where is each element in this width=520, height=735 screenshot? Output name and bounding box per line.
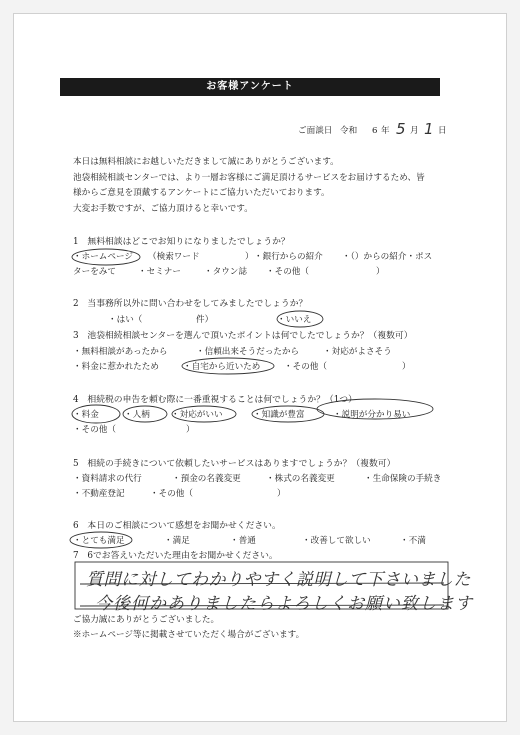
q2-option-yes-count: 件）	[196, 315, 214, 325]
q6-option-satisfied: ・満足	[164, 536, 190, 546]
q4-option-knowledge: ・知識が豊富	[253, 410, 305, 420]
q1-option-search-word-close: ）	[245, 252, 254, 262]
q1-option-homepage: ・ホームページ	[73, 252, 133, 262]
q6-question: 6 本日のご相談について感想をお聞かせください。	[73, 521, 281, 531]
q3-option-near-home: ・自宅から近いため	[183, 362, 261, 372]
survey-title: お客様アンケート	[60, 78, 440, 96]
q5-option-deposit-transfer: ・預金の名義変更	[172, 474, 241, 484]
q5-option-stock-transfer: ・株式の名義変更	[266, 474, 335, 484]
q4-question: 4 相続税の申告を頼む際に一番重視することは何でしょうか？（1つ）	[73, 395, 357, 405]
q4-option-other: ・その他（	[73, 425, 116, 435]
q1-option-town-magazine: ・タウン誌	[204, 267, 247, 277]
answer-underline-2	[80, 605, 444, 606]
q2-option-yes: ・はい（	[108, 315, 143, 325]
date-year: 6	[372, 126, 378, 136]
q5-option-other-close: ）	[277, 489, 286, 499]
q4-option-price: ・料金	[73, 410, 99, 420]
q2-question: 2 当事務所以外に問い合わせをしてみましたでしょうか？	[73, 299, 308, 309]
q3-option-other-close: ）	[402, 362, 411, 372]
q5-option-life-insurance: ・生命保険の手続き	[364, 474, 442, 484]
q5-question: 5 相続の手続きについて依頼したいサービスはありますでしょうか？（複数可）	[73, 459, 396, 469]
q7-answer-line-2: 今後何かありましたらよろしくお願い致します	[95, 594, 473, 614]
q3-option-good-response: ・対応がよさそう	[323, 347, 392, 357]
date-month: 5	[396, 120, 406, 138]
q5-option-real-estate: ・不動産登記	[73, 489, 125, 499]
q5-option-document-request: ・資料請求の代行	[73, 474, 142, 484]
q6-option-very-satisfied: ・とても満足	[73, 536, 125, 546]
date-day-unit: 日	[438, 126, 447, 136]
q3-option-price: ・料金に惹かれたため	[73, 362, 159, 372]
q7-question: 7 6でお答えいただいた理由をお聞かせください。	[73, 551, 278, 561]
q1-option-bank: ・銀行からの紹介	[254, 252, 323, 262]
date-day: 1	[424, 120, 434, 138]
q1-option-referral: ・（）からの紹介・ポス	[342, 252, 433, 262]
q1-option-poster: ターをみて	[73, 267, 116, 277]
q3-option-free-consult: ・無料相談があったから	[73, 347, 168, 357]
q2-option-no: ・いいえ	[277, 315, 312, 325]
q1-question: 1 無料相談はどこでお知りになりましたでしょうか？	[73, 237, 290, 247]
circle-q4-clear-explanation	[317, 399, 433, 419]
circle-q2-no	[277, 311, 323, 327]
q4-option-clear-explanation: ・説明が分かり易い	[333, 410, 411, 420]
q1-option-seminar: ・セミナー	[138, 267, 181, 277]
q6-option-normal: ・普通	[230, 536, 256, 546]
q4-option-good-response: ・対応がいい	[171, 410, 223, 420]
q1-option-other: ・その他（	[266, 267, 309, 277]
circle-q4-price	[72, 405, 120, 423]
date-year-unit: 年	[381, 126, 390, 136]
q4-option-other-close: ）	[186, 425, 195, 435]
intro-line-3: 様からご意見を頂戴するアンケートにご協力いただいております。	[73, 188, 330, 198]
circle-q6-very-satisfied	[70, 532, 132, 548]
q3-option-trustworthy: ・信頼出来そうだったから	[196, 347, 300, 357]
q6-option-needs-improvement: ・改善して欲しい	[302, 536, 371, 546]
q3-question: 3 池袋相続相談センターを選んで頂いたポイントは何でしたでしょうか？（複数可）	[73, 331, 413, 341]
circle-q4-knowledge	[252, 406, 324, 422]
closing-thanks: ご協力誠にありがとうございました。	[73, 615, 220, 625]
circle-q3-near-home	[182, 358, 274, 374]
circle-q4-personality	[123, 406, 167, 422]
date-era: 令和	[340, 126, 358, 136]
intro-line-2: 池袋相続相談センターでは、より一層お客様にご満足頂けるサービスをお届けするため、皆	[73, 173, 425, 183]
intro-line-1: 本日は無料相談にお越しいただきまして誠にありがとうございます。	[73, 157, 339, 167]
q6-option-dissatisfied: ・不満	[400, 536, 426, 546]
q4-option-personality: ・人柄	[124, 410, 150, 420]
q3-option-other: ・その他（	[284, 362, 327, 372]
q5-option-other: ・その他（	[150, 489, 193, 499]
q7-answer-line-1: 質問に対してわかりやすく説明して下さいました	[86, 570, 471, 590]
date-prefix: ご面談日	[298, 126, 333, 136]
closing-note: ※ホームページ等に掲載させていただく場合がございます。	[73, 630, 305, 640]
q1-option-search-word: （検索ワード	[148, 252, 200, 262]
circle-q1-homepage	[72, 249, 140, 265]
intro-line-4: 大変お手数ですが、ご協力頂けると幸いです。	[73, 204, 253, 214]
answer-box	[75, 562, 448, 609]
answer-underline-1	[80, 583, 444, 584]
circle-q4-good-response	[172, 406, 236, 422]
q1-option-other-close: ）	[376, 267, 385, 277]
date-month-unit: 月	[410, 126, 419, 136]
